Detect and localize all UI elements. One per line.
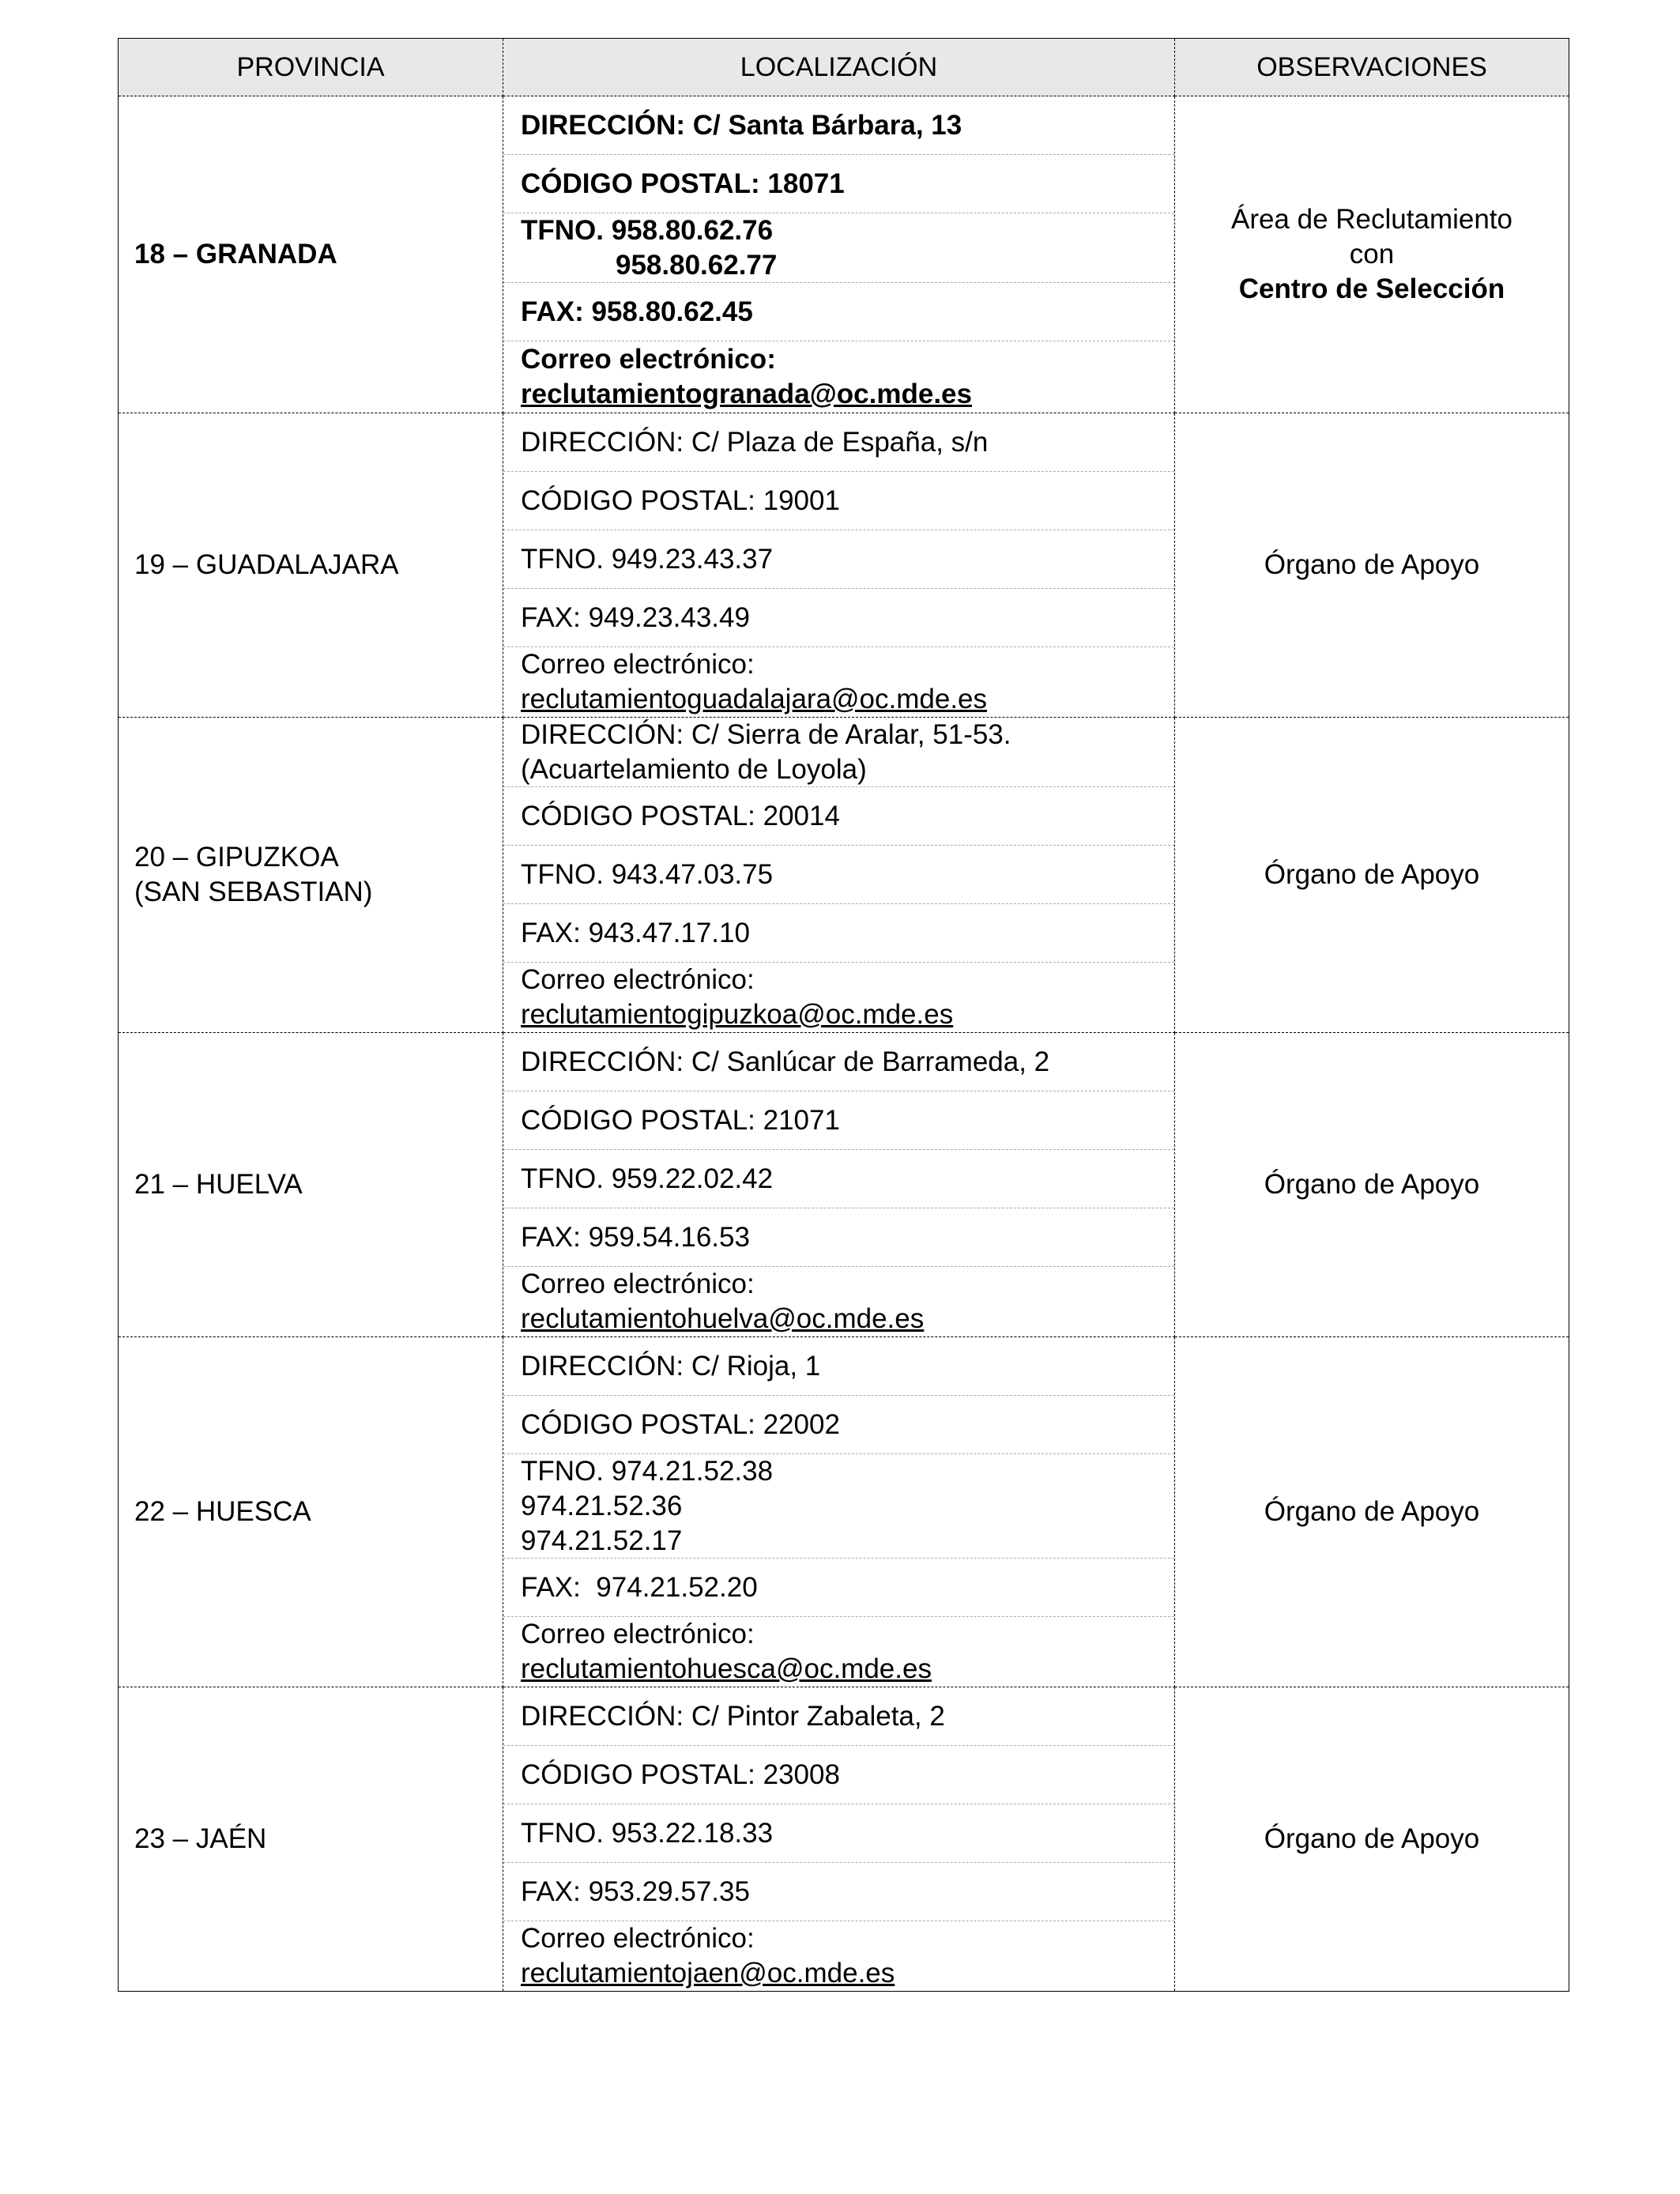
- observaciones-cell: [1175, 1337, 1569, 1687]
- localizacion-cell: [503, 1033, 1175, 1337]
- observaciones-cell: [1175, 1687, 1569, 1992]
- localizacion-cell: [503, 1337, 1175, 1687]
- telefono-line: 974.21.52.17: [521, 1525, 683, 1556]
- correo-link[interactable]: reclutamientojaen@oc.mde.es: [521, 1958, 895, 1989]
- telefono: TFNO. 959.22.02.42: [503, 1150, 1174, 1208]
- codigo-postal: CÓDIGO POSTAL: 23008: [503, 1746, 1174, 1804]
- correo-label: Correo electrónico:: [521, 1619, 755, 1649]
- correo-label: Correo electrónico:: [521, 1923, 755, 1954]
- telefono-line: TFNO. 958.80.62.76: [521, 214, 774, 246]
- provincia-cell: [119, 96, 503, 413]
- provincia-cell: [119, 1033, 503, 1337]
- correo: [503, 647, 1174, 717]
- observaciones-cell: [1175, 718, 1569, 1033]
- provincia-cell: [119, 1337, 503, 1687]
- codigo-postal: CÓDIGO POSTAL: 20014: [503, 787, 1174, 846]
- observaciones-line: Centro de Selección: [1238, 273, 1505, 304]
- fax: FAX: 958.80.62.45: [503, 283, 1174, 341]
- correo: [503, 963, 1174, 1032]
- correo: [503, 1921, 1174, 1991]
- observaciones-cell: [1175, 413, 1569, 718]
- correo-label: Correo electrónico:: [521, 649, 755, 680]
- fax: FAX: 949.23.43.49: [503, 589, 1174, 647]
- table-row: [119, 1337, 1569, 1687]
- direccion: DIRECCIÓN: C/ Santa Bárbara, 13: [503, 96, 1174, 155]
- correo-label: Correo electrónico:: [521, 964, 755, 995]
- direccion: DIRECCIÓN: C/ Sanlúcar de Barrameda, 2: [503, 1033, 1174, 1091]
- provincia-cell: [119, 1687, 503, 1992]
- localizacion-cell: [503, 718, 1175, 1033]
- codigo-postal: CÓDIGO POSTAL: 19001: [503, 472, 1174, 530]
- direccion-extra: (Acuartelamiento de Loyola): [521, 753, 867, 785]
- direccion: DIRECCIÓN: C/ Pintor Zabaleta, 2: [503, 1687, 1174, 1746]
- telefono: TFNO. 943.47.03.75: [503, 846, 1174, 904]
- table-row: [119, 413, 1569, 718]
- codigo-postal: CÓDIGO POSTAL: 22002: [503, 1396, 1174, 1454]
- correo: [503, 341, 1174, 413]
- fax: FAX: 943.47.17.10: [503, 904, 1174, 963]
- observaciones-line: Órgano de Apoyo: [1264, 549, 1480, 580]
- header-row: [119, 39, 1569, 96]
- provincia-name: 22 – HUESCA: [134, 1496, 311, 1527]
- provincia-name: 23 – JAÉN: [134, 1823, 267, 1854]
- observaciones-line: con: [1349, 239, 1395, 270]
- localizacion-cell: [503, 96, 1175, 413]
- provincia-name: 19 – GUADALAJARA: [134, 549, 399, 580]
- fax: FAX: 959.54.16.53: [503, 1208, 1174, 1267]
- table-row: [119, 96, 1569, 413]
- observaciones-line: Órgano de Apoyo: [1264, 1823, 1480, 1854]
- observaciones-line: Órgano de Apoyo: [1264, 1169, 1480, 1200]
- provincia-name: 21 – HUELVA: [134, 1169, 303, 1200]
- header-observaciones: OBSERVACIONES: [1175, 39, 1569, 96]
- provincia-cell: [119, 413, 503, 718]
- codigo-postal: CÓDIGO POSTAL: 18071: [503, 155, 1174, 213]
- direccion-line: DIRECCIÓN: C/ Sierra de Aralar, 51-53.: [521, 718, 1011, 750]
- provincia-name: 20 – GIPUZKOA: [134, 842, 339, 873]
- correo-link[interactable]: reclutamientoguadalajara@oc.mde.es: [521, 684, 988, 714]
- telefono-line: TFNO. 974.21.52.38: [521, 1455, 774, 1487]
- provincia-subname: (SAN SEBASTIAN): [134, 876, 373, 907]
- fax: FAX: 974.21.52.20: [503, 1559, 1174, 1617]
- telefono-line: 974.21.52.36: [521, 1490, 683, 1521]
- header-localizacion: LOCALIZACIÓN: [503, 39, 1175, 96]
- observaciones-cell: [1175, 1033, 1569, 1337]
- header-provincia: PROVINCIA: [119, 39, 503, 96]
- correo: [503, 1267, 1174, 1336]
- direccion: DIRECCIÓN: C/ Plaza de España, s/n: [503, 413, 1174, 472]
- correo-label: Correo electrónico:: [521, 1269, 755, 1299]
- direccion: [503, 718, 1174, 787]
- correo: [503, 1617, 1174, 1687]
- fax: FAX: 953.29.57.35: [503, 1863, 1174, 1921]
- localizacion-cell: [503, 413, 1175, 718]
- observaciones-line: Órgano de Apoyo: [1264, 859, 1480, 890]
- correo-link[interactable]: reclutamientogipuzkoa@oc.mde.es: [521, 999, 954, 1030]
- table-row: [119, 718, 1569, 1033]
- telefono: [503, 213, 1174, 283]
- table-row: [119, 1033, 1569, 1337]
- telefono: TFNO. 953.22.18.33: [503, 1804, 1174, 1863]
- correo-link[interactable]: reclutamientohuelva@oc.mde.es: [521, 1303, 925, 1334]
- localizacion-cell: [503, 1687, 1175, 1992]
- correo-link[interactable]: reclutamientogranada@oc.mde.es: [521, 379, 972, 409]
- correo-link[interactable]: reclutamientohuesca@oc.mde.es: [521, 1653, 932, 1684]
- direccion: DIRECCIÓN: C/ Rioja, 1: [503, 1337, 1174, 1396]
- observaciones-cell: [1175, 96, 1569, 413]
- codigo-postal: CÓDIGO POSTAL: 21071: [503, 1091, 1174, 1150]
- provincia-cell: [119, 718, 503, 1033]
- table-row: [119, 1687, 1569, 1992]
- correo-label: Correo electrónico:: [521, 344, 776, 375]
- observaciones-line: Área de Reclutamiento: [1230, 204, 1513, 235]
- telefono-line: 958.80.62.77: [616, 249, 778, 281]
- telefono: TFNO. 949.23.43.37: [503, 530, 1174, 589]
- observaciones-line: Órgano de Apoyo: [1264, 1496, 1480, 1527]
- telefono: [503, 1454, 1174, 1559]
- provincia-name: 18 – GRANADA: [134, 239, 337, 270]
- oficinas-table: [118, 38, 1569, 1992]
